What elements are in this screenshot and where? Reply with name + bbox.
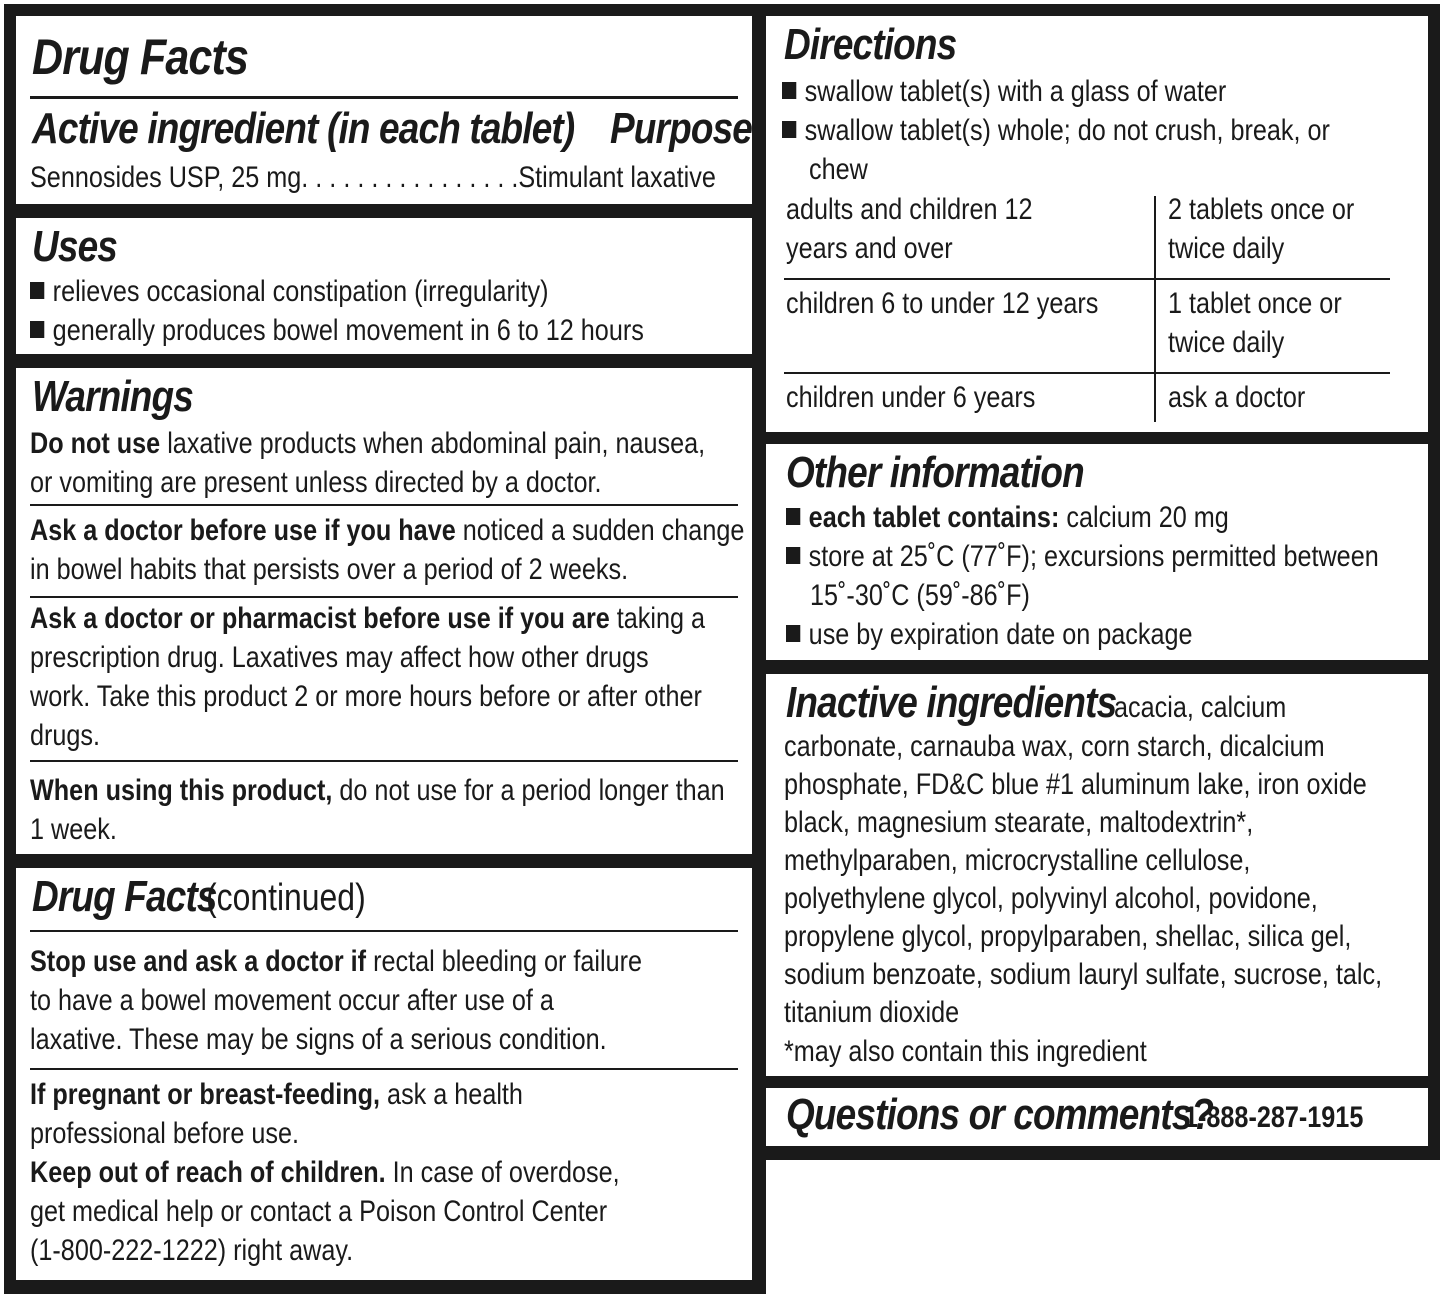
dosage-age-line-2: years and over <box>786 232 953 265</box>
panel-other-information <box>766 444 1428 660</box>
dosage-dose-line-2: twice daily <box>1168 326 1285 359</box>
warnings-heading: Warnings <box>32 372 193 421</box>
inactive-line-4: black, magnesium stearate, maltodextrin*, <box>784 806 1254 839</box>
inactive-heading: Inactive ingredients <box>786 678 1117 727</box>
panel-directions <box>766 16 1428 432</box>
inactive-line-1: acacia, calcium <box>1114 691 1287 724</box>
warnings-rule-2 <box>30 596 738 598</box>
warnings-rule-3 <box>30 760 738 762</box>
inactive-line-6: polyethylene glycol, polyvinyl alcohol, povidone, <box>784 882 1318 915</box>
bullet-icon <box>782 121 796 138</box>
dosage-table <box>784 193 1390 422</box>
panel-inactive-ingredients <box>766 674 1428 1076</box>
pregnant-line-1: If pregnant or breast-feeding, ask a health <box>30 1078 523 1111</box>
ingredient-name: Sennosides USP, 25 mg <box>30 161 302 194</box>
stop-use-line-1: Stop use and ask a doctor if rectal bleeding or failure <box>30 945 643 978</box>
panel-questions <box>766 1088 1428 1146</box>
dosage-age-line-1: adults and children 12 <box>786 193 1033 226</box>
directions-item-2: swallow tablet(s) whole; do not crush, break, or <box>782 111 1330 150</box>
other-info-item-1: each tablet contains: calcium 20 mg <box>786 498 1229 537</box>
stop-use-line-3: laxative. These may be signs of a serious condition. <box>30 1023 607 1056</box>
dosage-row <box>784 374 1390 422</box>
pregnant-line-2: professional before use. <box>30 1117 299 1150</box>
other-info-item-2-cont: 15˚-30˚C (59˚-86˚F) <box>810 579 1030 612</box>
questions-heading: Questions or comments? <box>786 1090 1214 1139</box>
questions-phone: 1-888-287-1915 <box>1184 1101 1364 1134</box>
panel-uses <box>16 218 752 354</box>
panel-warnings <box>16 368 752 854</box>
ask-pharmacist-line-4: drugs. <box>30 719 101 752</box>
drug-facts-title: Drug Facts <box>32 29 249 85</box>
dosage-dose-line-2: twice daily <box>1168 232 1285 265</box>
directions-item-2-cont: chew <box>809 153 868 186</box>
bullet-icon <box>786 508 800 525</box>
do-not-use-line-1: Do not use laxative products when abdominal pain, nausea, <box>30 427 706 460</box>
keep-out-line-1: Keep out of reach of children. In case of overdose, <box>30 1156 620 1189</box>
bullet-icon <box>786 625 800 642</box>
active-ingredient-heading: Active ingredient (in each tablet) <box>32 104 575 153</box>
warnings-rule-1 <box>30 504 738 506</box>
continued-rule-1 <box>30 930 738 932</box>
keep-out-line-3: (1-800-222-1222) right away. <box>30 1234 354 1267</box>
dosage-row <box>784 280 1390 374</box>
inactive-line-8: sodium benzoate, sodium lauryl sulfate, sucrose, talc, <box>784 958 1383 991</box>
inactive-line-2: carbonate, carnauba wax, corn starch, dicalcium <box>784 730 1325 763</box>
dosage-row <box>784 193 1390 280</box>
when-using-line-2: 1 week. <box>30 813 117 846</box>
dosage-dose-line-1: 1 tablet once or <box>1168 287 1342 320</box>
inactive-line-9: titanium dioxide <box>784 996 960 1029</box>
ingredient-purpose: Stimulant laxative <box>518 161 716 194</box>
panel-drug-facts-continued <box>16 868 752 1280</box>
inactive-line-7: propylene glycol, propylparaben, shellac, silica gel, <box>784 920 1352 953</box>
other-info-heading: Other information <box>786 448 1084 497</box>
continued-heading-title: Drug Facts <box>32 872 217 921</box>
inactive-line-5: methylparaben, microcrystalline cellulose, <box>784 844 1251 877</box>
ask-pharmacist-line-1: Ask a doctor or pharmacist before use if you are taking a <box>30 602 706 635</box>
bullet-icon <box>786 547 800 564</box>
ask-pharmacist-line-2: prescription drug. Laxatives may affect how other drugs <box>30 641 649 674</box>
other-info-item-3: use by expiration date on package <box>786 615 1193 654</box>
bullet-icon <box>782 82 796 99</box>
ingredient-line <box>30 158 716 197</box>
do-not-use-line-2: or vomiting are present unless directed by a doctor. <box>30 466 602 499</box>
dosage-dose-line-1: 2 tablets once or <box>1168 193 1355 226</box>
inactive-note: *may also contain this ingredient <box>784 1035 1147 1068</box>
keep-out-line-2: get medical help or contact a Poison Control Center <box>30 1195 608 1228</box>
other-info-item-2: store at 25˚C (77˚F); excursions permitted between <box>786 537 1379 576</box>
ingredient-leader: . . . . . . . . . . . . . . . . <box>301 161 519 194</box>
continued-heading-suffix: (continued) <box>206 877 366 919</box>
continued-rule-2 <box>30 1068 738 1070</box>
title-rule <box>30 96 738 99</box>
directions-heading: Directions <box>784 20 957 69</box>
dosage-age-line-1: children under 6 years <box>786 381 1036 414</box>
dosage-dose-line-1: ask a doctor <box>1168 381 1306 414</box>
uses-heading: Uses <box>32 222 117 271</box>
stop-use-line-2: to have a bowel movement occur after use of a <box>30 984 554 1017</box>
uses-item-2: generally produces bowel movement in 6 to 12 hours <box>30 311 644 350</box>
panel-active-ingredient <box>16 16 752 204</box>
bullet-icon <box>30 282 44 299</box>
directions-item-1: swallow tablet(s) with a glass of water <box>782 72 1226 111</box>
inactive-line-3: phosphate, FD&C blue #1 aluminum lake, iron oxide <box>784 768 1367 801</box>
ask-pharmacist-line-3: work. Take this product 2 or more hours before or after other <box>30 680 702 713</box>
dosage-age-line-1: children 6 to under 12 years <box>786 287 1099 320</box>
purpose-heading: Purpose <box>610 104 752 153</box>
bullet-icon <box>30 321 44 338</box>
ask-doctor-line-1: Ask a doctor before use if you have noticed a sudden change <box>30 514 745 547</box>
when-using-line-1: When using this product, do not use for a period longer than <box>30 774 725 807</box>
uses-item-1: relieves occasional constipation (irregularity) <box>30 272 549 311</box>
ask-doctor-line-2: in bowel habits that persists over a period of 2 weeks. <box>30 553 629 586</box>
